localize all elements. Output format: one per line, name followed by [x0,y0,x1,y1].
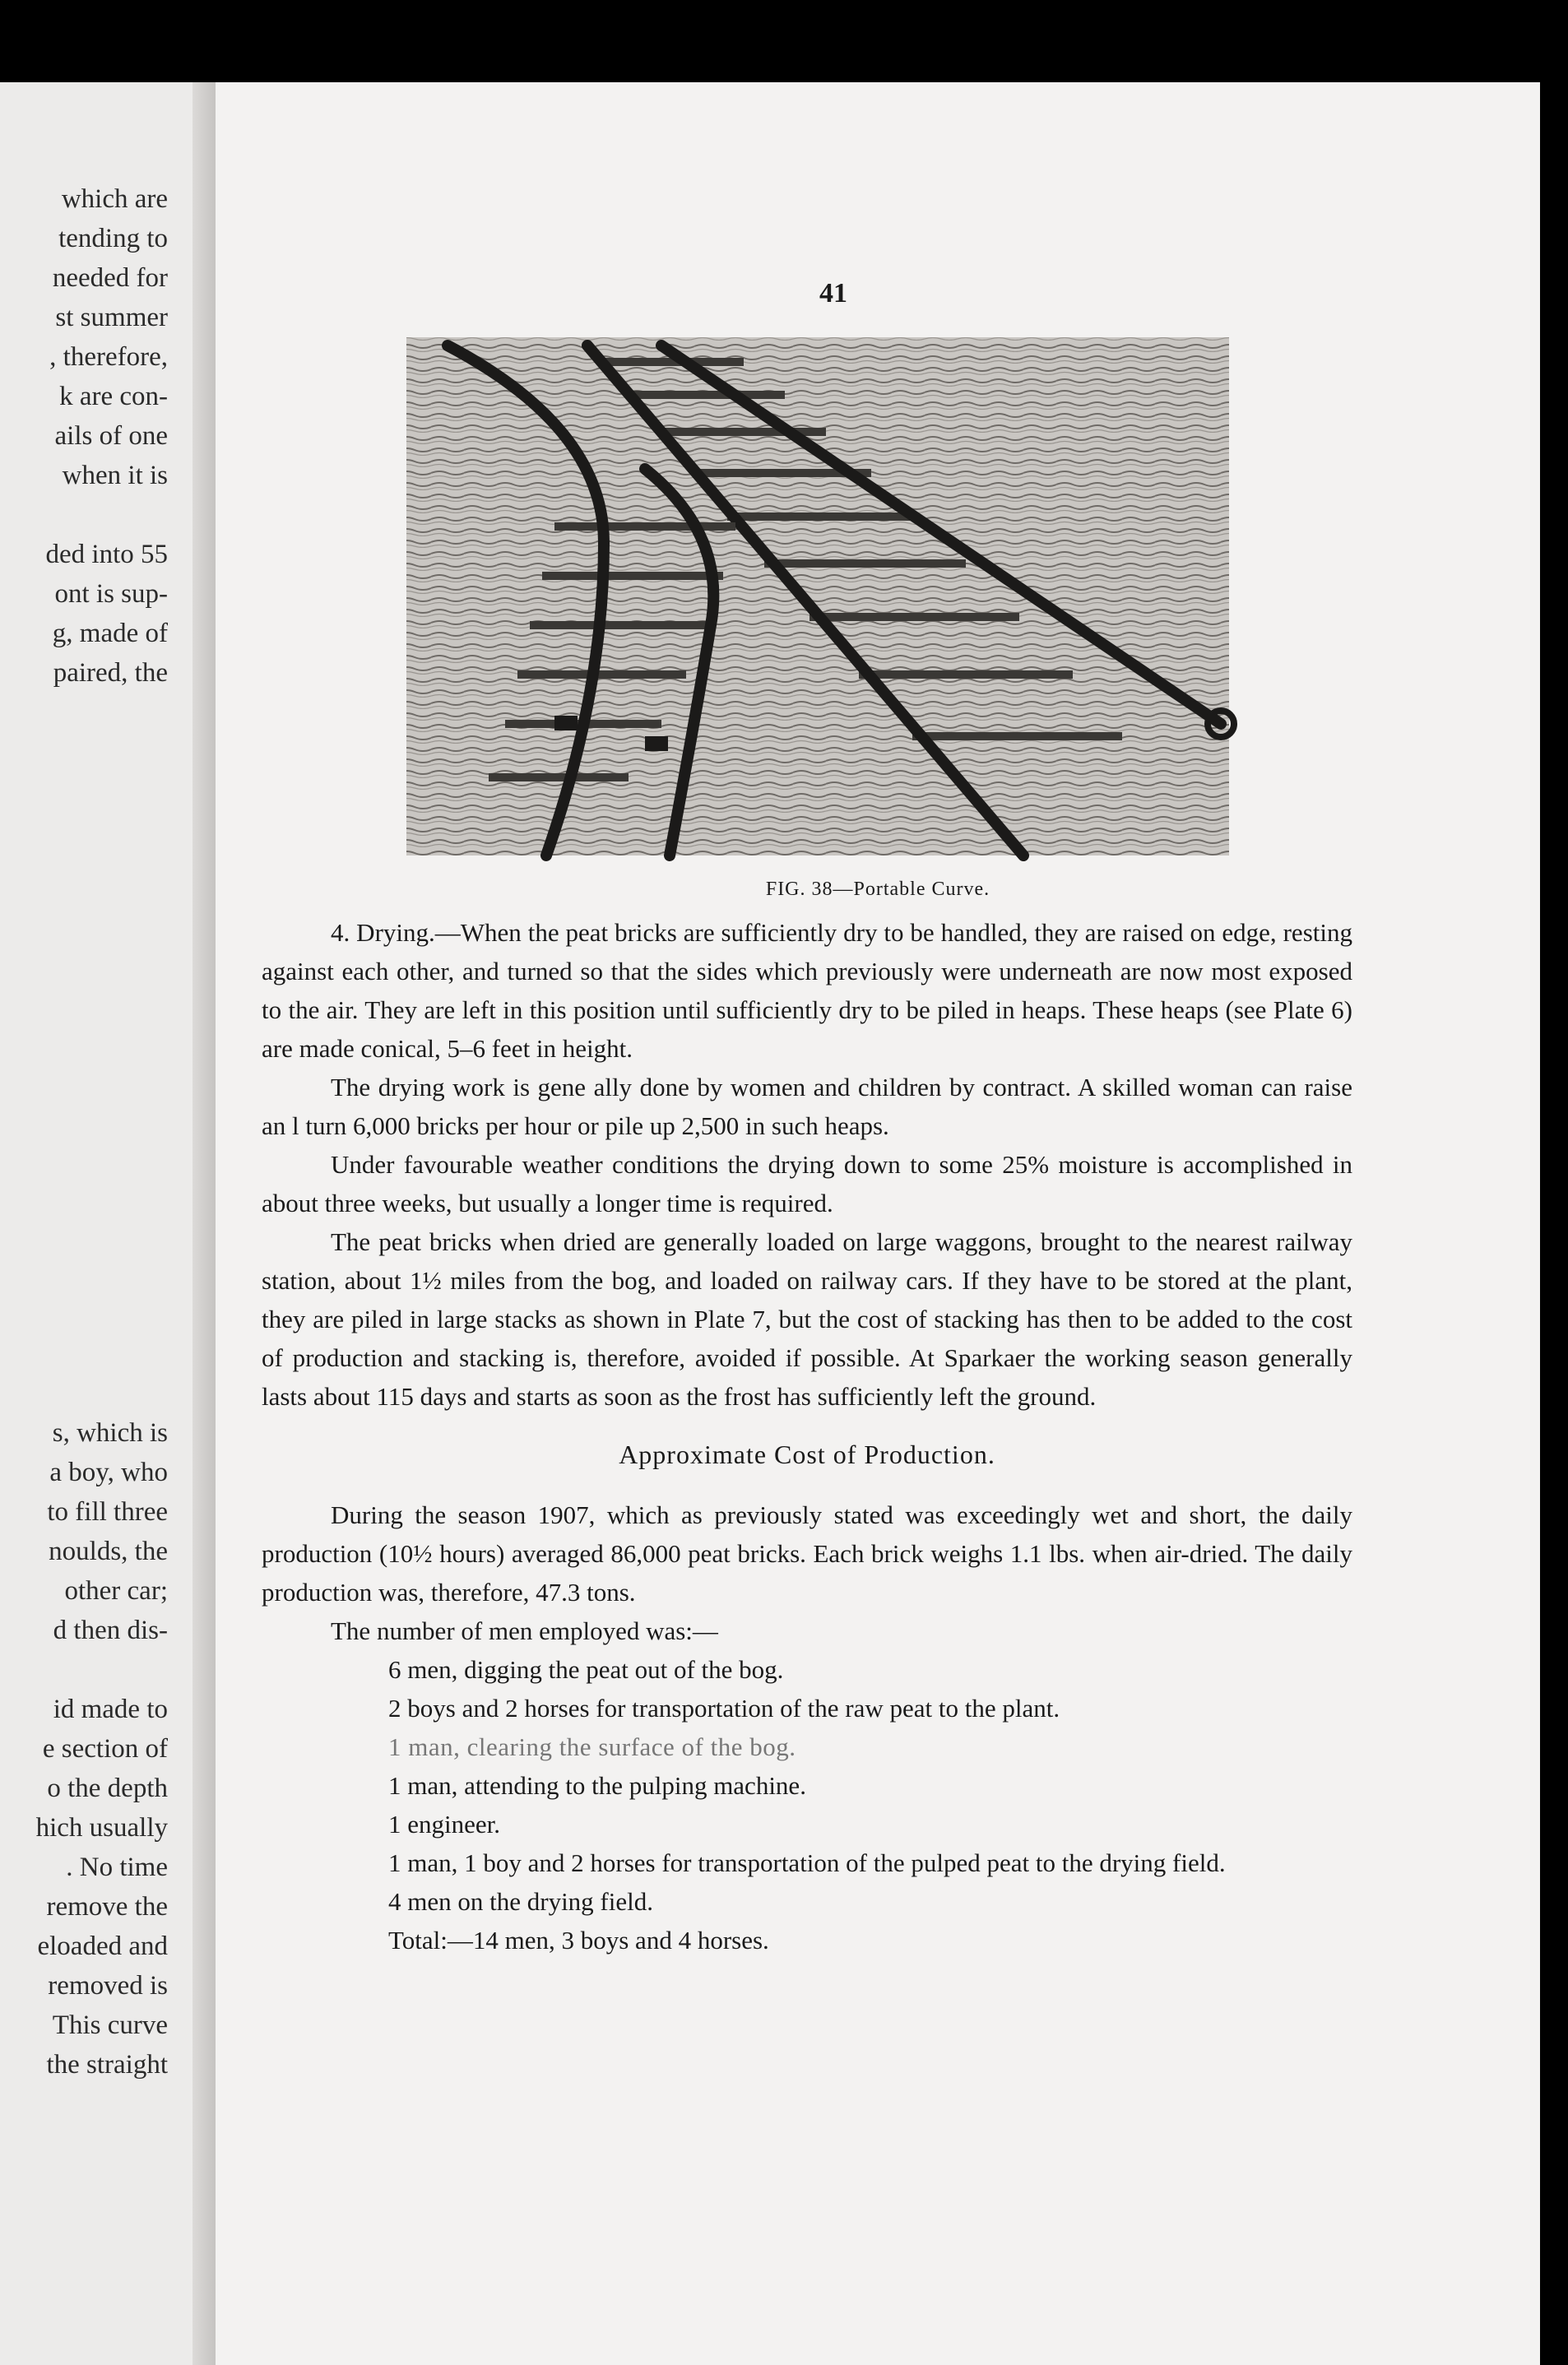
section-heading: Approximate Cost of Production. [619,1440,995,1469]
left-page-line: a boy, who [49,1458,168,1487]
left-page-line: st summer [55,303,168,332]
left-page-line: . No time [66,1853,168,1882]
left-page-line: the straight [46,2050,168,2080]
left-page-line: , therefore, [49,342,168,372]
list-item: Total:—14 men, 3 boys and 4 horses. [388,1926,769,1955]
left-page-line: ded into 55 [45,540,168,569]
list-item: 1 man, clearing the surface of the bog. [388,1732,796,1761]
paragraph-loading: The peat bricks when dried are generally loaded on large waggons, brought to the nearest railway station, about 1½ miles from the bog, and loaded on railway cars. If they have to be stored at the plant, they are piled in large stacks as shown in Plate 7, but the cost of stacking has then to be added to the cost of production and stacking is, therefore, avoided if possible. At Sparkaer the working season generally lasts about 115 days and starts as soon as the frost has sufficiently left the ground. [262,1227,1352,1411]
left-page-line: o the depth [47,1774,168,1803]
left-page-line: which are [61,184,168,214]
page-number: 41 [819,278,847,308]
scan-border [1540,82,1568,2365]
left-page-line: k are con- [59,382,168,411]
left-page-line: removed is [48,1971,168,2001]
left-page-line: This curve [52,2010,168,2040]
main-page [216,82,1540,2365]
left-page-line: ails of one [54,421,168,451]
list-item: 4 men on the drying field. [388,1887,653,1916]
left-page-line: tending to [58,224,168,253]
portable-curve-figure [398,329,1241,864]
paragraph-drying-work: The drying work is gene ally done by women and children by contract. A skilled woman can raise an l turn 6,000 bricks per hour or pile up 2,500 in such heaps. [262,1073,1352,1140]
body-text [262,913,1352,1959]
list-item: 1 man, attending to the pulping machine. [388,1771,806,1800]
men-employed-intro: The number of men employed was:— [331,1616,718,1645]
left-page-line: s, which is [52,1418,168,1448]
left-facing-page [0,82,216,2365]
list-item: 6 men, digging the peat out of the bog. [388,1655,784,1684]
left-page-line: paired, the [53,658,168,688]
men-employed-list [262,1650,1352,1959]
left-page-line: d then dis- [53,1616,168,1645]
paragraph-production: During the season 1907, which as previously stated was exceedingly wet and short, the daily production (10½ hours) averaged 86,000 peat bricks. Each brick weighs 1.1 lbs. when air-dried. The daily production was, therefore, 47.3 tons. [262,1500,1352,1607]
left-page-line: remove the [46,1892,168,1922]
left-page-line [36,1650,168,1690]
page-gutter [193,82,216,2365]
left-page-bottom-text [36,1413,168,2084]
list-item: 2 boys and 2 horses for transportation of the raw peat to the plant. [388,1694,1060,1723]
left-page-line: e section of [42,1734,168,1764]
left-page-line: ont is sup- [54,579,168,609]
left-page-line: id made to [53,1695,168,1724]
left-page-top-text [46,179,168,693]
left-page-line [46,495,168,535]
left-page-line: needed for [52,263,168,293]
left-page-line: when it is [62,461,168,490]
list-item: 1 man, 1 boy and 2 horses for transportation of the pulped peat to the drying field. [388,1848,1226,1877]
paragraph-drying: 4. Drying.—When the peat bricks are sufficiently dry to be handled, they are raised on edge, resting against each other, and turned so that the sides which previously were underneath are now most exposed to the air. They are left in this position until sufficiently dry to be piled in heaps. These heaps (see Plate 6) are made conical, 5–6 feet in height. [262,918,1352,1063]
list-item: 1 engineer. [388,1810,501,1839]
left-page-line: to fill three [47,1497,168,1527]
left-page-line: g, made of [52,619,168,648]
left-page-line: noulds, the [49,1537,168,1566]
left-page-line: hich usually [35,1813,168,1843]
left-page-line: eloaded and [37,1931,168,1961]
left-page-line: other car; [64,1576,168,1606]
figure-caption: FIG. 38—Portable Curve. [765,879,990,900]
paragraph-weather: Under favourable weather conditions the drying down to some 25% moisture is accomplished in about three weeks, but usually a longer time is required. [262,1150,1352,1217]
